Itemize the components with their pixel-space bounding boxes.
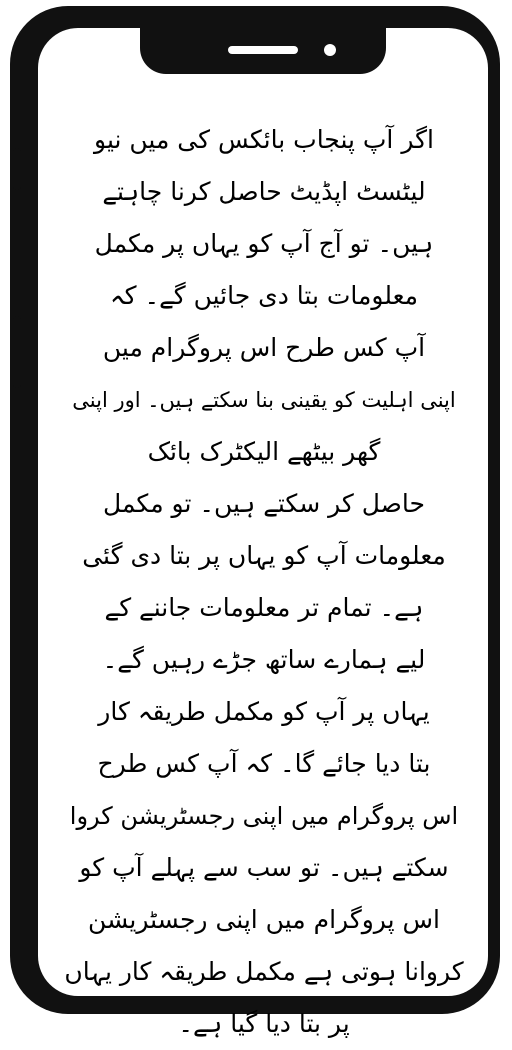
article-line: اگر آپ پنجاب بائکس کی میں نیو xyxy=(94,125,434,154)
article-line: سکتے ہیں۔ تو سب سے پہلے آپ کو xyxy=(79,853,449,882)
article-line: گھر بیٹھے الیکٹرک بائک xyxy=(147,437,381,466)
article-line: حاصل کر سکتے ہیں۔ تو مکمل xyxy=(103,489,425,518)
article-line: پر بتا دیا گیا ہے۔ xyxy=(178,1009,350,1038)
article-line: معلومات آپ کو یہاں پر بتا دی گئی xyxy=(82,541,446,570)
article-line: بتا دیا جائے گا۔ کہ آپ کس طرح xyxy=(97,749,431,778)
phone-side-button xyxy=(13,148,21,190)
article-line: معلومات بتا دی جائیں گے۔ کہ xyxy=(109,281,419,310)
article-line: اس پروگرام میں اپنی رجسٹریشن xyxy=(88,905,440,934)
article-line: ہیں۔ تو آج آپ کو یہاں پر مکمل xyxy=(94,229,434,258)
article-line: ہے۔ تمام تر معلومات جاننے کے xyxy=(104,593,424,622)
phone-screen xyxy=(38,28,488,1038)
article-line: اپنی اہلیت کو یقینی بنا سکتے ہیں۔ اور اپنی xyxy=(72,388,456,412)
camera-icon xyxy=(324,44,336,56)
phone-notch xyxy=(140,26,386,74)
phone-volume-button xyxy=(13,316,21,388)
article-line: یہاں پر آپ کو مکمل طریقہ کار xyxy=(98,697,430,726)
phone-frame xyxy=(10,6,500,1038)
speaker-icon xyxy=(228,46,298,54)
article-line: کروانا ہوتی ہے مکمل طریقہ کار یہاں xyxy=(64,957,464,986)
article-line: اس پروگرام میں اپنی رجسٹریشن کروا xyxy=(69,802,459,830)
article-line: لیے ہمارے ساتھ جڑے رہیں گے۔ xyxy=(102,645,426,674)
article-line: لیٹسٹ اپڈیٹ حاصل کرنا چاہتے xyxy=(102,177,426,206)
article-line: آپ کس طرح اس پروگرام میں xyxy=(102,333,426,362)
article-text xyxy=(64,114,464,1050)
